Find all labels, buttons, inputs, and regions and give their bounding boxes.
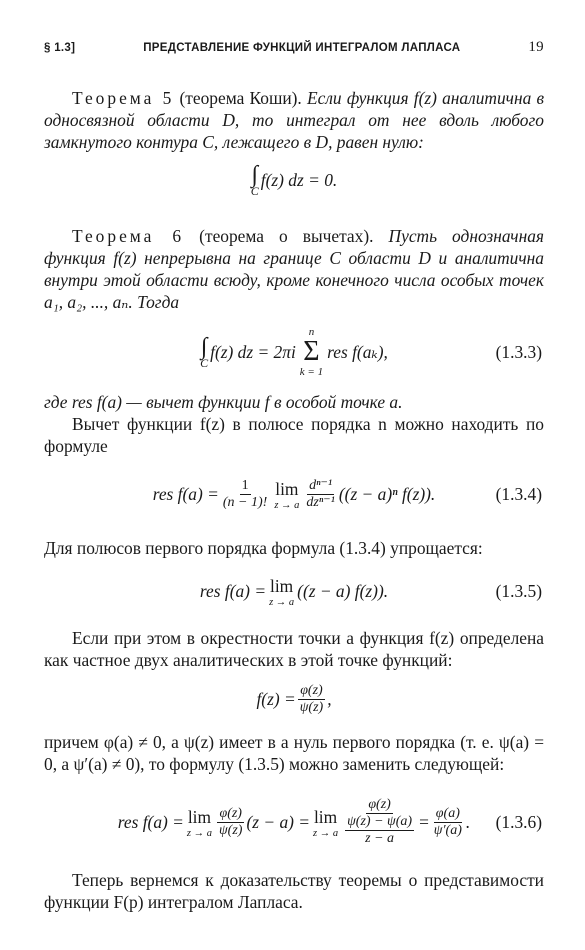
sum-operator: n Σ k = 1 <box>299 326 324 378</box>
theorem-5-text: Если функция f(z) аналитична в односвязной области D, то интеграл от нее вдоль любого замкнутого контура C, лежащего в D, равен нулю: <box>44 88 545 152</box>
limit-operator: lim z → a <box>269 575 295 608</box>
theorem-6-label: Теорема 6 <box>72 226 185 246</box>
theorem-5 <box>44 87 544 153</box>
limit-operator: lim z → a <box>274 478 300 511</box>
equation-number: (1.3.6) <box>495 812 542 832</box>
quotient-paragraph: Если при этом в окрестности точки a функция f(z) определена как частное двух аналитических в этой точке функций: <box>44 628 544 670</box>
equation-1-3-4: res f(a) = $\frac{1}{(n - 1)!}$ lim z → a $\frac{\text{dⁿ⁻¹}}{\text{dzⁿ⁻¹}}$ ((z − a)ⁿ f(z)). (1.3.4) <box>152 477 542 511</box>
running-title: ПРЕДСТАВЛЕНИЕ ФУНКЦИЙ ИНТЕГРАЛОМ ЛАПЛАСА <box>143 42 461 54</box>
condition-paragraph: причем φ(a) ≠ 0, а ψ(z) имеет в a нуль первого порядка (т. е. ψ(a) = 0, а ψ′(a) ≠ 0), то формулу (1.3.5) можно заменить следующей: <box>44 732 544 774</box>
equation-1-3-3: ∫ C f(z) dz = 2πi n Σ k = 1 res f(aₖ), (1.3.3) <box>200 326 542 378</box>
limit-operator-2: lim z → a <box>313 806 339 839</box>
simple-pole-line: Для полюсов первого порядка формула (1.3.4) упрощается: <box>44 538 483 558</box>
section-number: § 1.3] <box>44 42 76 54</box>
equation-number: (1.3.3) <box>495 342 542 362</box>
equation-ratio: f(z) = $\frac{\varphi(z)}{\psi(z)}$ , <box>256 682 332 715</box>
equation-1-3-6: res f(a) = lim z → a $\frac{\varphi(z)}{\psi(z)}$ (z − a) = lim z → a φ(z) ψ(z) − ψ(a) z − a = $\frac{\varphi(a)}{\psi'(a)}$ . (1.3.6) <box>117 797 542 846</box>
limit-operator: lim z → a <box>186 806 212 839</box>
theorem-6-tail: Тогда <box>137 292 180 312</box>
theorem-5-label: Теорема 5 <box>72 88 175 108</box>
page-number: 19 <box>528 39 544 55</box>
running-header <box>44 36 544 59</box>
equation-number: (1.3.5) <box>495 581 542 601</box>
page <box>44 36 544 913</box>
residue-paragraph: Вычет функции f(z) в полюсе порядка n можно находить по формуле <box>44 414 544 456</box>
integral-sign: ∫ C <box>200 334 209 370</box>
closing-paragraph: Теперь вернемся к доказательству теоремы о представимости функции F(p) интегралом Лапласа. <box>44 870 544 912</box>
theorem-6 <box>44 225 544 313</box>
equation-1-3-5: res f(a) = lim z → a ((z − a) f(z)). (1.3.5) <box>199 575 542 608</box>
equation-cauchy: ∫ C f(z) dz = 0. <box>250 162 338 198</box>
equation-number: (1.3.4) <box>495 484 542 504</box>
theorem-6-text: Пусть однозначная функция f(z) непрерывна на границе C области D и аналитична внутри этой области всюду, кроме конечного числа особых точек a₁, a₂, ..., aₙ. <box>44 226 544 312</box>
theorem-5-name: (теорема Коши). <box>179 88 302 108</box>
theorem-6-name: (теорема о вычетах). <box>199 226 374 246</box>
residue-definition: где res f(a) — вычет функции f в особой точке a. <box>44 392 403 412</box>
integral-sign: ∫ C <box>250 162 259 198</box>
